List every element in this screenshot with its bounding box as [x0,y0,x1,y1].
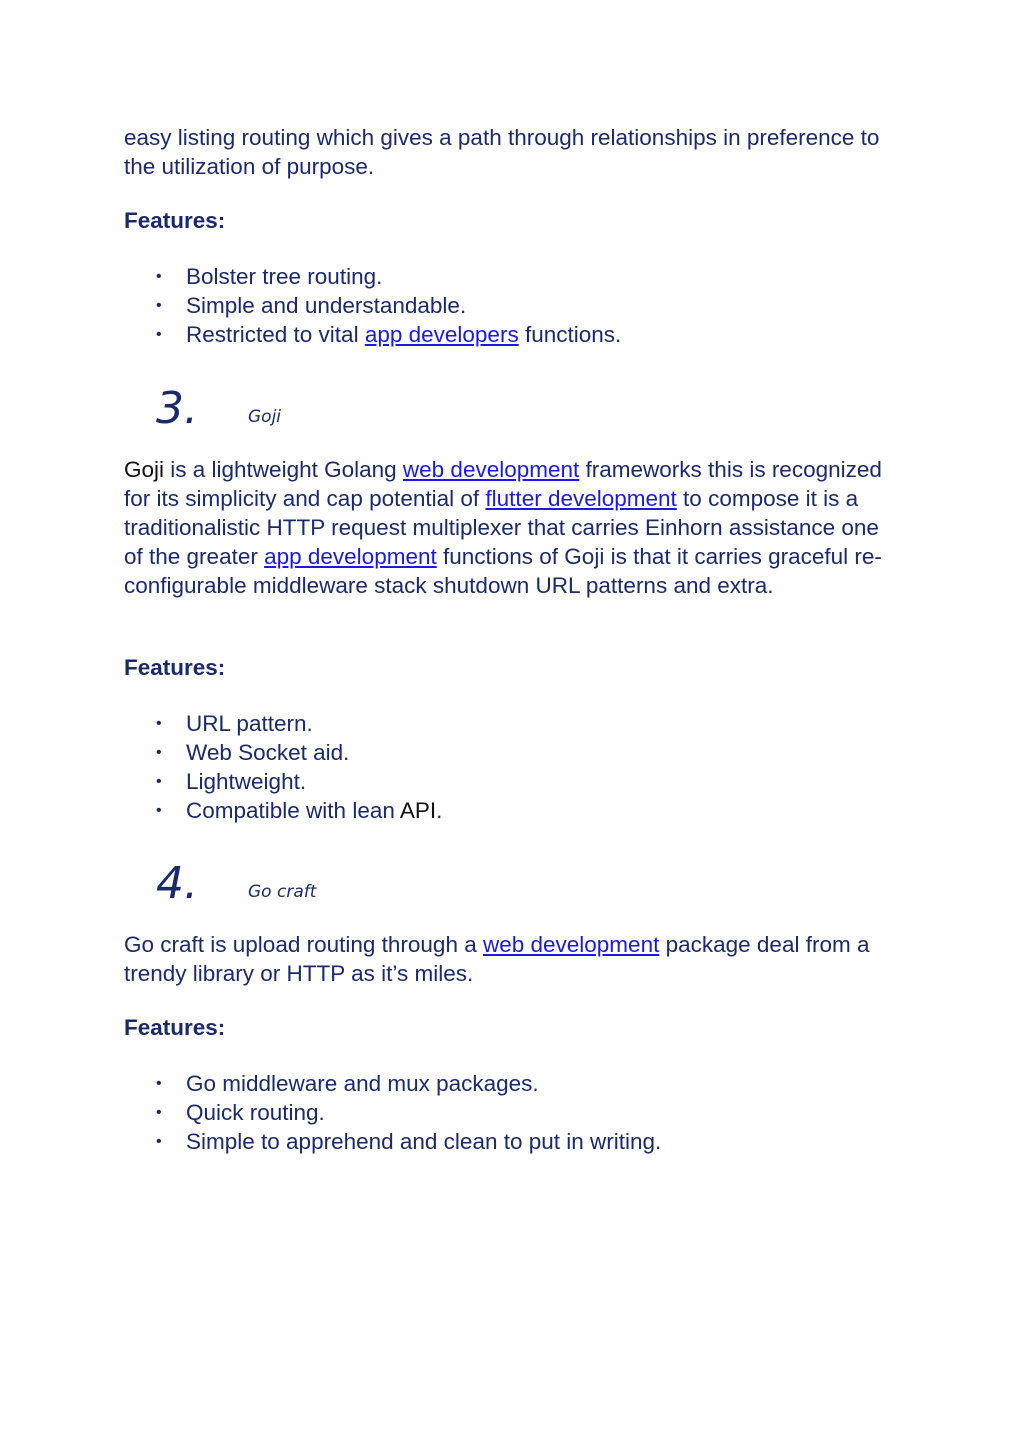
features-heading: Features: [124,1015,226,1040]
go-craft-paragraph: Go craft is upload routing through a web development package deal from a trendy library or HTTP as it’s miles. [124,932,870,986]
features-list [124,1069,661,1156]
features-list [124,709,442,825]
section-heading: Go craft [248,882,317,902]
app-development-link[interactable]: app development [264,544,437,569]
intro-paragraph: easy listing routing which gives a path through relationships in preference to the utilization of purpose. [124,125,880,179]
flutter-development-link[interactable]: flutter development [485,486,677,511]
list-item: • Go middleware and mux packages. [124,1069,661,1098]
features-heading: Features: [124,208,226,233]
features-heading: Features: [124,655,226,680]
section-heading: Goji [248,407,282,427]
list-item: • Quick routing. [124,1098,661,1127]
list-item: • URL pattern. [124,709,442,738]
list-item: • Lightweight. [124,767,442,796]
list-item: • Web Socket aid. [124,738,442,767]
list-item: • Simple to apprehend and clean to put in writing. [124,1127,661,1156]
list-item: • Bolster tree routing. [124,262,621,291]
web-development-link[interactable]: web development [402,457,580,482]
web-development-link[interactable]: web development [482,932,660,957]
goji-paragraph: Goji is a lightweight Golang web development frameworks this is recognized for its simplicity and cap potential of flutter development to compose it is a traditionalistic HTTP request multiplexer that carries Einhorn assistance one of the greater app development functions of Goji is that it carries graceful re-configurable middleware stack shutdown URL patterns and extra. [124,457,882,598]
list-item: • Restricted to vital app developers functions. [124,320,621,349]
features-list [124,262,621,349]
section-number: 4. [156,858,198,909]
list-item: • Compatible with lean API. [124,796,442,825]
section-number: 3. [156,383,198,434]
list-item: • Simple and understandable. [124,291,621,320]
app-developers-link[interactable]: app developers [364,322,519,347]
